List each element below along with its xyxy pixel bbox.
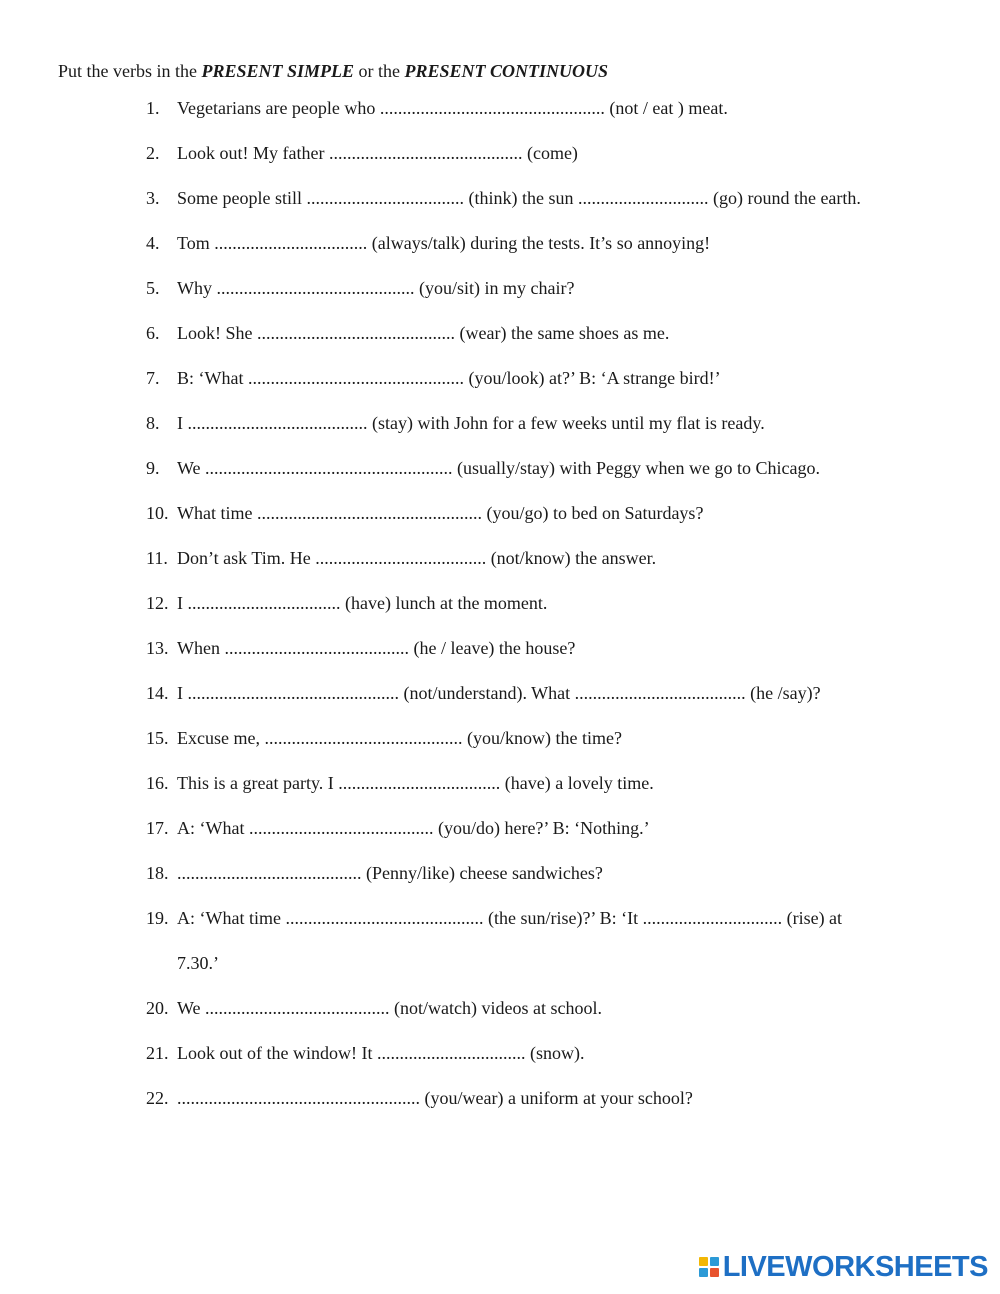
exercise-number: 1.: [146, 98, 160, 118]
exercise-item: [146, 817, 946, 839]
exercise-item: [146, 1042, 946, 1064]
exercise-sentence: Tom .................................. (always/talk) during the tests. It’s so annoying!: [177, 233, 711, 253]
exercise-item: [146, 322, 946, 344]
exercise-number: 10.: [146, 503, 169, 523]
exercise-text: [177, 817, 650, 839]
exercise-text: [177, 502, 703, 524]
instruction-prefix: Put the verbs in the: [58, 61, 202, 81]
exercise-text: [177, 547, 656, 569]
exercise-text: [177, 862, 603, 884]
exercise-number: 5.: [146, 278, 160, 298]
exercise-text: [177, 232, 710, 254]
exercise-number: 13.: [146, 638, 169, 658]
exercise-number: 11.: [146, 548, 168, 568]
exercise-sentence-continuation: 7.30.’: [177, 953, 219, 973]
exercise-text: [177, 187, 861, 209]
exercise-number: 7.: [146, 368, 160, 388]
exercise-sentence: I ........................................ (stay) with John for a few weeks until my flat is ready.: [177, 413, 765, 433]
exercise-item: [146, 637, 946, 659]
exercise-text: [177, 97, 728, 119]
exercise-sentence: ...................................................... (you/wear) a uniform at your school?: [177, 1088, 693, 1108]
exercise-item: [146, 187, 946, 209]
exercise-text: [177, 1042, 584, 1064]
exercise-number: 14.: [146, 683, 169, 703]
exercise-sentence: Some people still ................................... (think) the sun ............................. (go) round the earth.: [177, 188, 861, 208]
exercise-item: [146, 457, 946, 479]
exercise-text: [177, 997, 602, 1019]
exercise-list: [146, 97, 946, 1132]
exercise-item: [146, 502, 946, 524]
exercise-text: [177, 412, 765, 434]
exercise-item: [146, 907, 946, 974]
exercise-item: [146, 232, 946, 254]
exercise-number: 19.: [146, 908, 169, 928]
exercise-text: [177, 367, 721, 389]
exercise-text: [177, 637, 575, 659]
instruction-tense-present-continuous: PRESENT CONTINUOUS: [404, 61, 609, 81]
exercise-item: [146, 547, 946, 569]
exercise-text: [177, 682, 821, 704]
logo-text: LIVEWORKSHEETS: [722, 1251, 988, 1283]
exercise-sentence: A: ‘What ......................................... (you/do) here?’ B: ‘Nothing.’: [177, 818, 650, 838]
exercise-number: 6.: [146, 323, 160, 343]
exercise-sentence: ......................................... (Penny/like) cheese sandwiches?: [177, 863, 603, 883]
exercise-item: [146, 367, 946, 389]
exercise-number: 8.: [146, 413, 160, 433]
exercise-item: [146, 682, 946, 704]
exercise-item: [146, 727, 946, 749]
exercise-sentence: A: ‘What time ............................................ (the sun/rise)?’ B: ‘It ............................... (rise) at: [177, 908, 843, 928]
exercise-sentence: Look out! My father ........................................... (come): [177, 143, 578, 163]
exercise-number: 16.: [146, 773, 169, 793]
instruction-middle: or the: [354, 61, 405, 81]
exercise-sentence: B: ‘What ................................................ (you/look) at?’ B: ‘A strange bird!’: [177, 368, 721, 388]
liveworksheets-logo: [699, 1252, 988, 1282]
exercise-number: 4.: [146, 233, 160, 253]
instruction-tense-present-simple: PRESENT SIMPLE: [201, 61, 355, 81]
exercise-item: [146, 412, 946, 434]
exercise-number: 3.: [146, 188, 160, 208]
exercise-number: 22.: [146, 1088, 169, 1108]
exercise-number: 2.: [146, 143, 160, 163]
exercise-number: 12.: [146, 593, 169, 613]
exercise-item: [146, 97, 946, 119]
exercise-sentence: When ......................................... (he / leave) the house?: [177, 638, 576, 658]
exercise-sentence: Excuse me, ............................................ (you/know) the time?: [177, 728, 622, 748]
exercise-item: [146, 772, 946, 794]
exercise-sentence: We ......................................... (not/watch) videos at school.: [177, 998, 602, 1018]
exercise-item: [146, 592, 946, 614]
exercise-sentence: Look! She ............................................ (wear) the same shoes as me.: [177, 323, 670, 343]
exercise-number: 15.: [146, 728, 169, 748]
exercise-text: [177, 457, 820, 479]
exercise-text: [177, 142, 578, 164]
exercise-sentence: Why ............................................ (you/sit) in my chair?: [177, 278, 575, 298]
exercise-number: 18.: [146, 863, 169, 883]
exercise-text: [177, 277, 574, 299]
exercise-text: [177, 322, 669, 344]
exercise-number: 21.: [146, 1043, 169, 1063]
exercise-text: [177, 907, 842, 974]
exercise-sentence: We ....................................................... (usually/stay) with Peggy when we go to Chicago.: [177, 458, 820, 478]
exercise-text: [177, 592, 547, 614]
exercise-text: [177, 1087, 693, 1109]
exercise-item: [146, 142, 946, 164]
exercise-sentence: Look out of the window! It ................................. (snow).: [177, 1043, 585, 1063]
exercise-number: 17.: [146, 818, 169, 838]
exercise-sentence: Don’t ask Tim. He ...................................... (not/know) the answer.: [177, 548, 657, 568]
exercise-sentence: What time .................................................. (you/go) to bed on Saturdays?: [177, 503, 704, 523]
exercise-sentence: I ............................................... (not/understand). What ...................................... (he /say)?: [177, 683, 821, 703]
exercise-item: [146, 277, 946, 299]
exercise-number: 9.: [146, 458, 160, 478]
exercise-sentence: Vegetarians are people who .................................................. (not / eat ) meat.: [177, 98, 728, 118]
exercise-item: [146, 997, 946, 1019]
exercise-number: 20.: [146, 998, 169, 1018]
exercise-sentence: This is a great party. I .................................... (have) a lovely time.: [177, 773, 654, 793]
instruction: [58, 60, 608, 82]
exercise-text: [177, 727, 622, 749]
exercise-item: [146, 862, 946, 884]
exercise-item: [146, 1087, 946, 1109]
exercise-sentence: I .................................. (have) lunch at the moment.: [177, 593, 548, 613]
liveworksheets-logo-icon: [699, 1257, 719, 1277]
exercise-text: [177, 772, 654, 794]
